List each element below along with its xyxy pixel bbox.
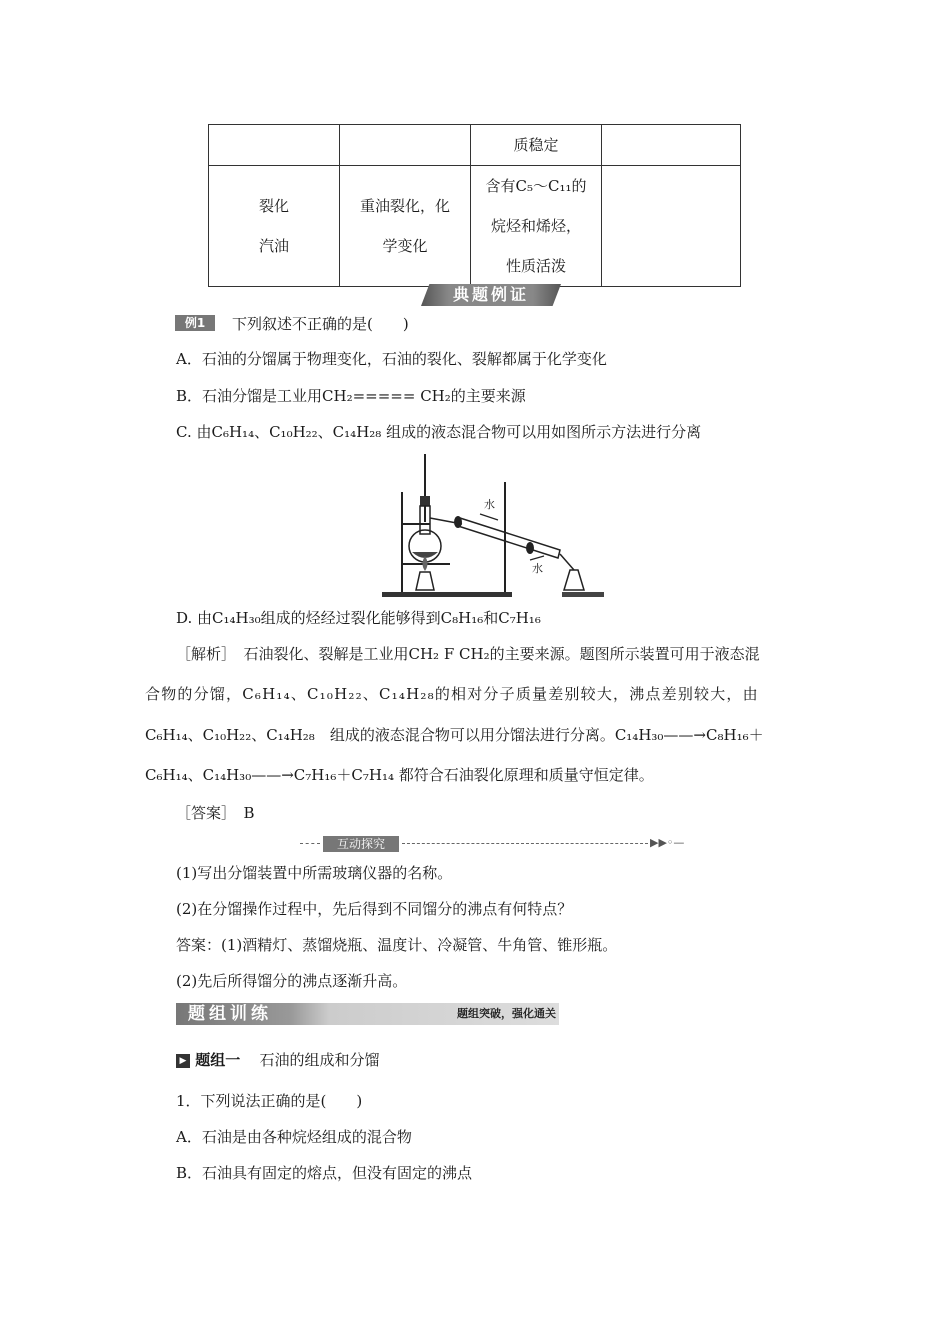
group-topic: 石油的组成和分馏	[259, 1051, 380, 1069]
practice-subtitle: 题组突破，强化通关	[457, 1007, 556, 1020]
analysis-line: C₆H₁₄、C₁₄H₃₀——→C₇H₁₆＋C₇H₁₄ 都符合石油裂化原理和质量守恒定律。	[145, 766, 654, 784]
divider-dashes	[300, 843, 320, 844]
analysis-line: 合物的分馏，C₆H₁₄、C₁₀H₂₂、C₁₄H₂₈的相对分子质量差别较大，沸点差别较大，由	[145, 685, 759, 703]
explore-question: (2)在分馏操作过程中，先后得到不同馏分的沸点有何特点？	[176, 900, 573, 918]
adapter	[560, 554, 574, 570]
explore-answer: (2)先后所得馏分的沸点逐渐升高。	[176, 972, 408, 990]
practice-option-a: A．石油是由各种烷烃组成的混合物	[176, 1128, 412, 1146]
option-d: D. 由C₁₄H₃₀组成的烃经过裂化能够得到C₈H₁₆和C₇H₁₆	[176, 609, 541, 627]
cell-line: 裂化	[258, 197, 289, 215]
table-cell	[209, 125, 340, 166]
table-cell	[340, 166, 471, 287]
play-icon: ▶	[176, 1054, 190, 1068]
table-cell	[340, 125, 471, 166]
cell-line: 性质活泼	[505, 257, 566, 275]
cell-line: 含有C₅～C₁₁的	[485, 177, 587, 195]
stand-base-right	[562, 592, 604, 597]
alcohol-lamp	[416, 572, 434, 590]
practice-option-b: B．石油具有固定的熔点，但没有固定的沸点	[176, 1164, 473, 1182]
group-label: 题组一	[195, 1051, 241, 1069]
condenser-joint	[454, 516, 462, 528]
option-c: C. 由C₆H₁₄、C₁₀H₂₂、C₁₄H₂₈ 组成的液态混合物可以用如图所示方法进行分离	[176, 423, 702, 441]
example-badge: 例1	[175, 315, 215, 331]
condenser-joint	[526, 542, 534, 554]
cell-line: 汽油	[258, 237, 289, 255]
arrow-icon: ▶▶◦—	[650, 836, 685, 849]
water-outlet-arrow	[530, 556, 544, 560]
flame	[423, 556, 428, 571]
water-in-label: 水	[484, 498, 495, 511]
water-inlet-arrow	[480, 514, 498, 520]
explore-label: 互动探究	[323, 836, 399, 852]
cell-line: 学变化	[382, 237, 428, 255]
cell-line: 烷烃和烯烃，	[490, 217, 581, 235]
table-cell	[602, 125, 741, 166]
conical-flask	[564, 570, 584, 590]
fraction-table	[208, 124, 741, 287]
stopper	[420, 496, 430, 506]
option-b: B．石油分馏是工业用CH₂===== CH₂的主要来源	[176, 387, 526, 405]
practice-question: 1．下列说法正确的是( )	[176, 1092, 363, 1110]
group-heading	[176, 1049, 380, 1070]
explore-question: (1)写出分馏装置中所需玻璃仪器的名称。	[176, 864, 453, 882]
analysis-line: ［解析］ 石油裂化、裂解是工业用CH₂ F CH₂的主要来源。题图所示装置可用于液态混	[176, 645, 760, 663]
table-cell	[471, 166, 602, 287]
question-text: 下列叙述不正确的是( )	[232, 315, 409, 333]
table-cell: 质稳定	[471, 125, 602, 166]
condenser	[458, 518, 560, 558]
stand-base-left	[382, 592, 512, 597]
distillation-apparatus-figure	[380, 452, 610, 602]
divider-dashes	[402, 843, 648, 844]
practice-title: 题组训练	[188, 1004, 272, 1024]
section-banner-title: 典题例证	[452, 285, 529, 304]
answer-text: ［答案］ B	[176, 804, 255, 822]
explore-answer: 答案：(1)酒精灯、蒸馏烧瓶、温度计、冷凝管、牛角管、锥形瓶。	[176, 936, 618, 954]
option-a: A．石油的分馏属于物理变化，石油的裂化、裂解都属于化学变化	[176, 350, 607, 368]
table-cell	[602, 166, 741, 287]
table-cell	[209, 166, 340, 287]
analysis-line: C₆H₁₄、C₁₀H₂₂、C₁₄H₂₈ 组成的液态混合物可以用分馏法进行分离。C₁₄H₃₀——→C₈H₁₆＋	[145, 726, 764, 744]
water-out-label: 水	[532, 562, 543, 575]
cell-line: 重油裂化，化	[359, 197, 450, 215]
